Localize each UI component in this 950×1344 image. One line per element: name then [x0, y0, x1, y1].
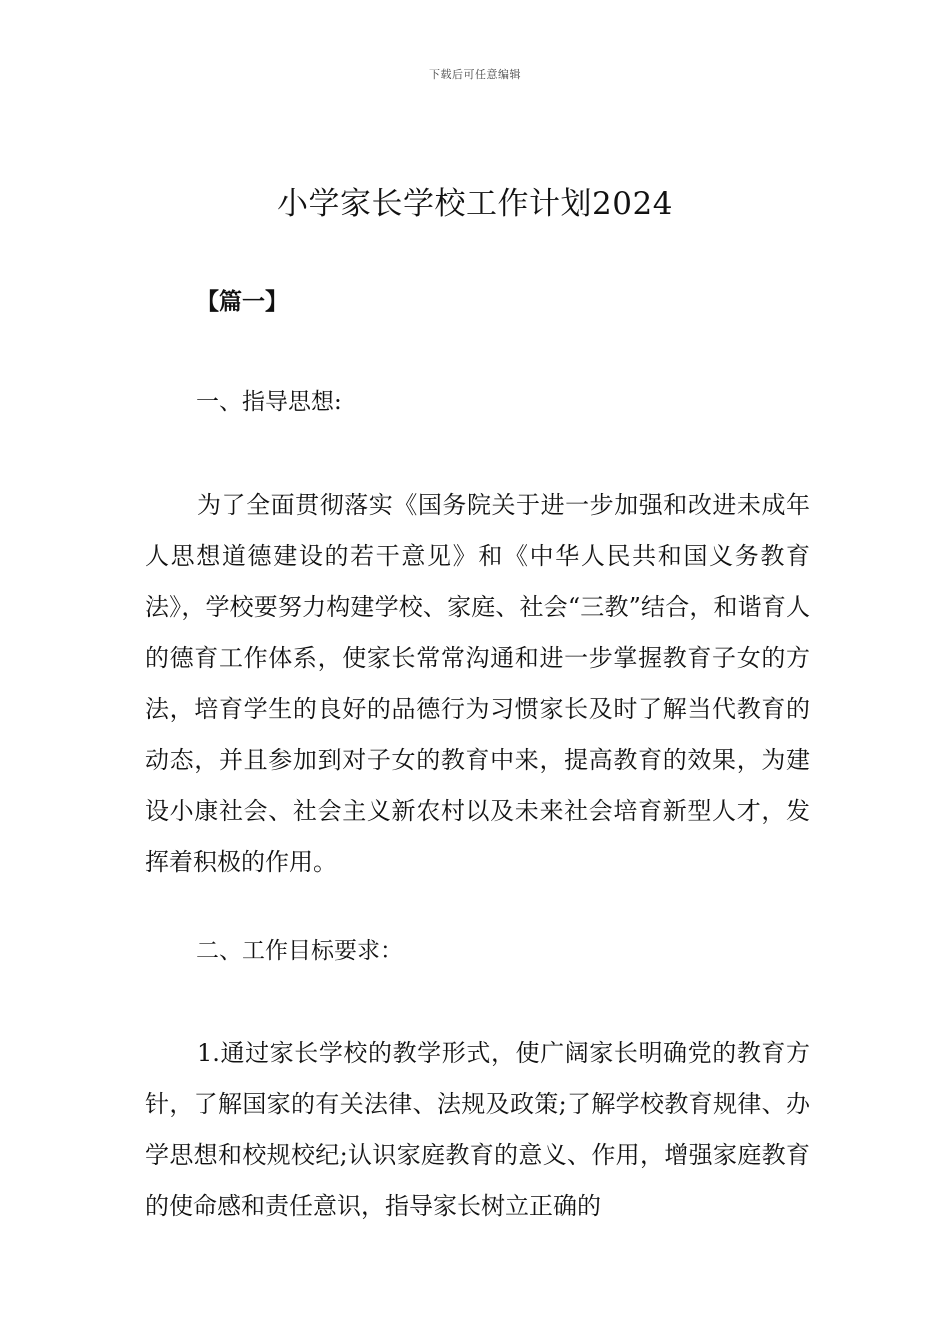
paragraph-work-goals: 1.通过家长学校的教学形式，使广阔家长明确党的教育方针，了解国家的有关法律、法规及政策;了解学校教育规律、办学思想和校规校纪;认识家庭教育的意义、作用，增强家庭教育的使命感和责任意识，指导家长树立正确的	[145, 1039, 810, 1220]
section-heading-guiding-ideology: 一、指导思想:	[196, 389, 342, 415]
part-label: 【篇一】	[196, 288, 288, 315]
section-heading-work-goals: 二、工作目标要求：	[196, 938, 403, 964]
document-title: 小学家长学校工作计划2024	[277, 186, 673, 222]
paragraph-guiding-ideology: 为了全面贯彻落实《国务院关于进一步加强和改进未成年人思想道德建设的若干意见》和《中华人民共和国义务教育法》，学校要努力构建学校、家庭、社会“三教”结合，和谐育人的德育工作体系，使家长常常沟通和进一步掌握教育子女的方法，培育学生的良好的品德行为习惯家长及时了解当代教育的动态，并且参加到对子女的教育中来，提高教育的效果，为建设小康社会、社会主义新农村以及未来社会培育新型人才，发挥着积极的作用。	[145, 491, 810, 876]
page-header-note: 下载后可任意编辑	[429, 68, 521, 81]
